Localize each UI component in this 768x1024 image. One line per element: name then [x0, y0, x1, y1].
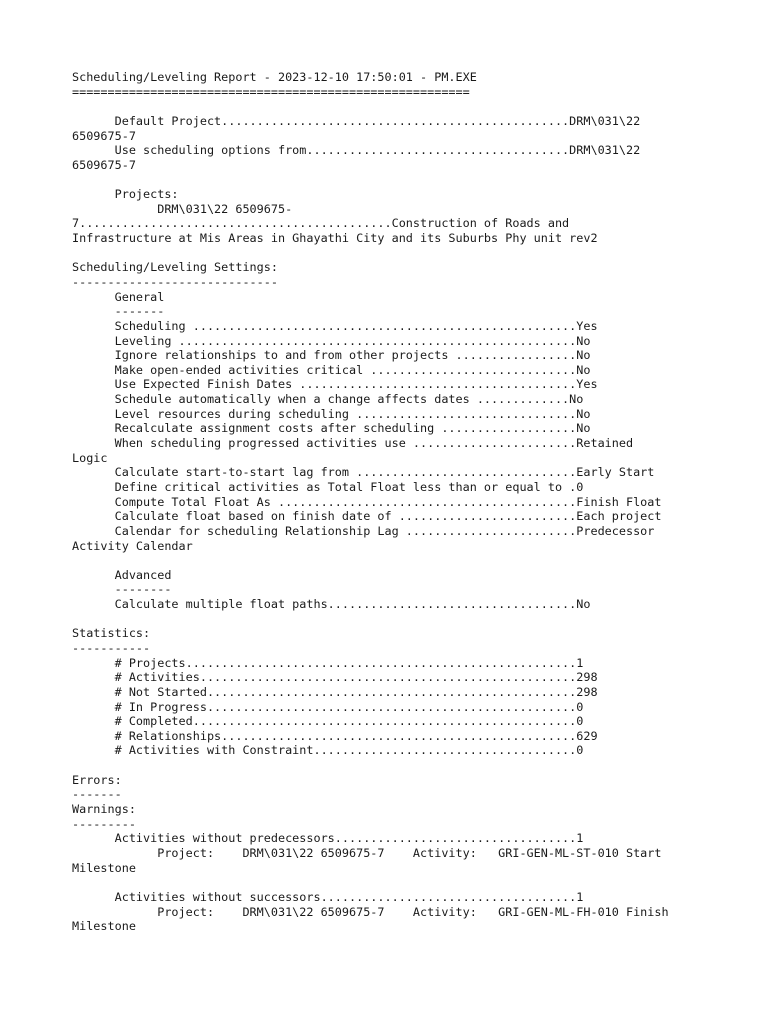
report-line: Statistics:	[72, 626, 151, 641]
scheduling-leveling-report	[72, 70, 669, 934]
report-line: Default Project.................................................DRM\031\22	[72, 113, 641, 128]
report-line: -------	[72, 787, 122, 802]
report-line	[72, 758, 669, 773]
report-line: DRM\031\22 6509675-	[72, 201, 293, 216]
report-line: Logic	[72, 450, 108, 465]
report-line: When scheduling progressed activities use .......................Retained	[72, 436, 634, 451]
report-line: -----------------------------	[72, 274, 278, 289]
report-line: Advanced	[72, 567, 172, 582]
report-line: Scheduling ......................................................Yes	[72, 318, 598, 333]
report-line: Milestone	[72, 860, 136, 875]
report-line: Scheduling/Leveling Settings:	[72, 260, 278, 275]
report-line: # Activities.....................................................298	[72, 670, 598, 685]
report-line: Activity Calendar	[72, 538, 193, 553]
report-line: Calculate multiple float paths...................................No	[72, 597, 591, 612]
report-line: Use scheduling options from.....................................DRM\031\22	[72, 143, 641, 158]
report-line: Projects:	[72, 187, 179, 202]
report-line	[72, 172, 669, 187]
report-line: 7............................................Construction of Roads and	[72, 216, 570, 231]
report-line: Activities without predecessors..................................1	[72, 831, 584, 846]
report-line: ========================================================	[72, 84, 470, 99]
report-line: Ignore relationships to and from other projects .................No	[72, 348, 591, 363]
report-line: # Relationships..................................................629	[72, 728, 598, 743]
report-line	[72, 612, 669, 627]
report-line: Calculate start-to-start lag from ...............................Early Start	[72, 465, 655, 480]
report-line	[72, 246, 669, 261]
report-line: --------	[72, 582, 172, 597]
report-line: # In Progress....................................................0	[72, 699, 584, 714]
report-line: Activities without successors....................................1	[72, 889, 584, 904]
report-line: Errors:	[72, 772, 122, 787]
report-line: # Projects.......................................................1	[72, 655, 584, 670]
report-line: 6509675-7	[72, 128, 136, 143]
report-line: Infrastructure at Mis Areas in Ghayathi City and its Suburbs Phy unit rev2	[72, 231, 598, 246]
report-line	[72, 553, 669, 568]
report-line: # Completed......................................................0	[72, 714, 584, 729]
report-line: 6509675-7	[72, 157, 136, 172]
report-line: -------	[72, 304, 165, 319]
report-line: Level resources during scheduling ...............................No	[72, 406, 591, 421]
report-line: Make open-ended activities critical .............................No	[72, 362, 591, 377]
report-line: ---------	[72, 816, 136, 831]
report-line: Use Expected Finish Dates .......................................Yes	[72, 377, 598, 392]
report-line: Calendar for scheduling Relationship Lag ........................Predecessor	[72, 523, 655, 538]
report-line: Milestone	[72, 919, 136, 934]
report-line: Project: DRM\031\22 6509675-7 Activity: GRI-GEN-ML-FH-010 Finish	[72, 904, 669, 919]
report-line: Scheduling/Leveling Report - 2023-12-10 17:50:01 - PM.EXE	[72, 70, 477, 84]
report-line	[72, 99, 669, 114]
report-line: Warnings:	[72, 802, 136, 817]
report-line: Project: DRM\031\22 6509675-7 Activity: GRI-GEN-ML-ST-010 Start	[72, 845, 662, 860]
report-line: # Activities with Constraint.....................................0	[72, 743, 584, 758]
report-line	[72, 875, 669, 890]
report-line: Schedule automatically when a change affects dates .............No	[72, 392, 584, 407]
report-line: Compute Total Float As ..........................................Finish Float	[72, 494, 662, 509]
report-line: Leveling ........................................................No	[72, 333, 591, 348]
report-line: Define critical activities as Total Float less than or equal to .0	[72, 479, 584, 494]
report-line: Calculate float based on finish date of .........................Each project	[72, 509, 662, 524]
report-line: -----------	[72, 640, 151, 655]
report-line: General	[72, 289, 165, 304]
report-line: # Not Started....................................................298	[72, 684, 598, 699]
report-line: Recalculate assignment costs after scheduling ...................No	[72, 421, 591, 436]
